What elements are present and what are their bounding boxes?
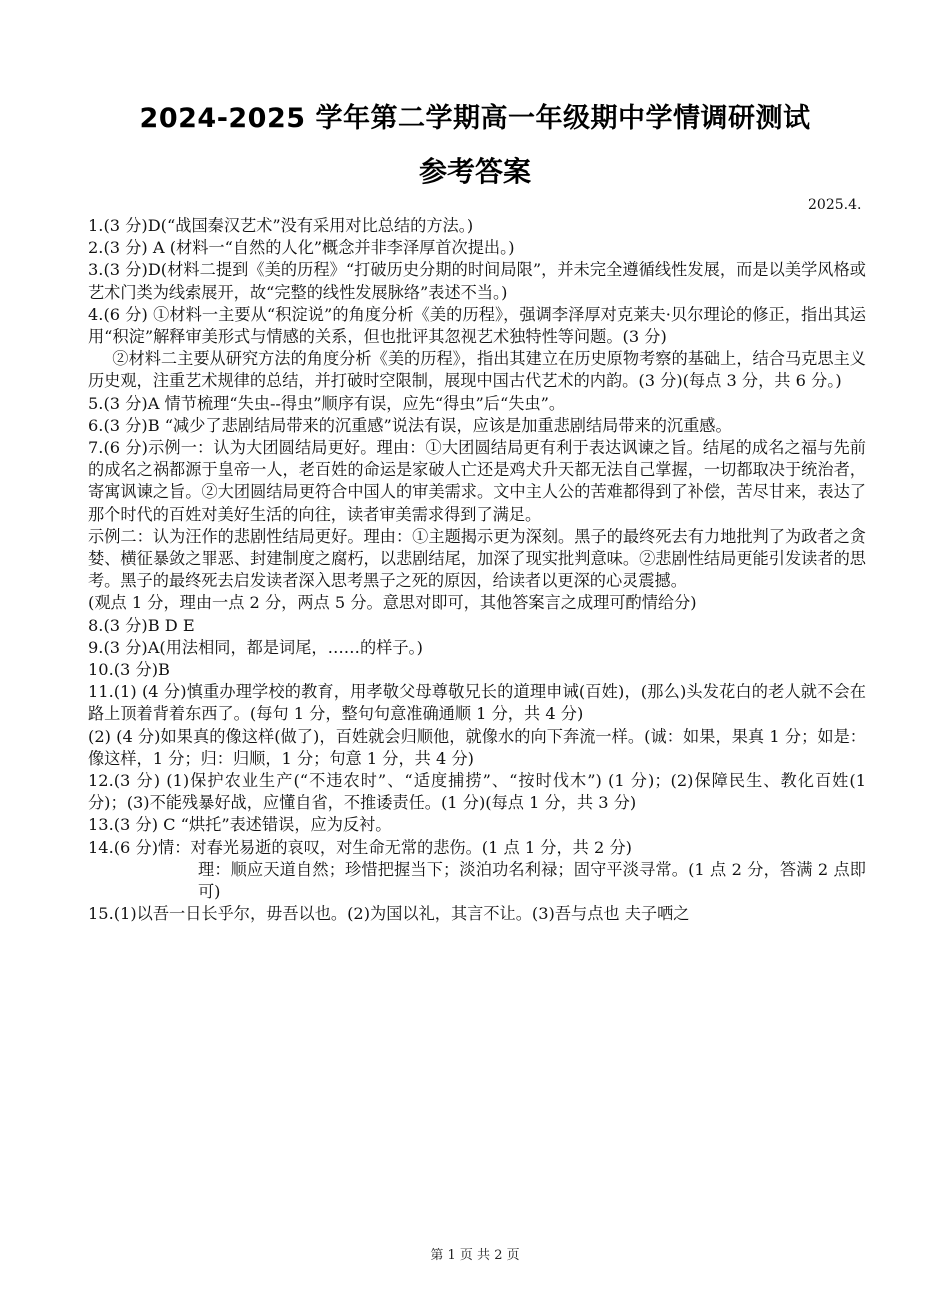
page-title: 2024-2025 学年第二学期高一年级期中学情调研测试 — [139, 103, 811, 134]
answer-14-part-2: 理：顺应天道自然；珍惜把握当下；淡泊功名利禄；固守平淡寻常。(1 点 2 分，答满 2 点即可) — [198, 859, 866, 902]
page-number: 第 1 页 共 2 页 — [430, 1248, 520, 1263]
answer-7-scoring: (观点 1 分，理由一点 2 分，两点 5 分。意思对即可，其他答案言之成理可酌情给分) — [88, 593, 697, 613]
answer-4-part-2: ②材料二主要从研究方法的角度分析《美的历程》，指出其建立在历史原物考察的基础上，结合马克思主义历史观，注重艺术规律的总结，并打破时空限制，展现中国古代艺术的内韵。(3 分)(每点 3 分，共 6 分。) — [88, 349, 866, 391]
answer-11-part-1: 11.(1) (4 分)慎重办理学校的教育，用孝敬父母尊敬兄长的道理申诫(百姓)，(那么)头发花白的老人就不会在路上顶着背着东西了。(每句 1 分，整句句意准确通顺 1 分，共 4 分) — [88, 682, 866, 724]
answer-9: 9.(3 分)A(用法相同，都是词尾，……的样子。) — [88, 637, 423, 657]
answer-1: 1.(3 分)D(“战国秦汉艺术”没有采用对比总结的方法。) — [88, 216, 474, 235]
answer-2: 2.(3 分) A (材料一“自然的人化”概念并非李泽厚首次提出。) — [88, 238, 515, 258]
answer-5: 5.(3 分)A 情节梳理“失虫--得虫”顺序有误，应先“得虫”后“失虫”。 — [88, 393, 566, 413]
answer-13: 13.(3 分) C “烘托”表述错误，应为反衬。 — [88, 815, 392, 835]
answer-10: 10.(3 分)B — [88, 660, 170, 680]
answer-15: 15.(1)以吾一日长乎尔，毋吾以也。(2)为国以礼，其言不让。(3)吾与点也 夫子哂之 — [88, 904, 690, 924]
answer-7-example-2: 示例二：认为汪作的悲剧性结局更好。理由：①主题揭示更为深刻。黑子的最终死去有力地批判了为政者之贪婪、横征暴敛之罪恶、封建制度之腐朽，以悲剧结尾，加深了现实批判意味。②悲剧性结局更能引发读者的思考。黑子的最终死去启发读者深入思考黑子之死的原因，给读者以更深的心灵震撼。 — [88, 526, 866, 591]
document-date: 2025.4. — [808, 197, 862, 213]
answer-7-example-1: 7.(6 分)示例一：认为大团圆结局更好。理由：①大团圆结局更有利于表达讽谏之旨。结尾的成名之福与先前的成名之祸都源于皇帝一人，老百姓的命运是家破人亡还是鸡犬升天都无法自己掌握，一切都取决于统治者，寄寓讽谏之旨。②大团圆结局更符合中国人的审美需求。文中主人公的苦难都得到了补偿，苦尽甘来，表达了那个时代的百姓对美好生活的向往，读者审美需求得到了满足。 — [88, 438, 866, 524]
answer-8: 8.(3 分)B D E — [88, 615, 195, 635]
answer-12: 12.(3 分) (1)保护农业生产(“不违农时”、“适度捕捞”、“按时伐木”) (1 分)；(2)保障民生、教化百姓(1 分)；(3)不能残暴好战，应懂自省，不推诿责任。(1 分)(每点 1 分，共 3 分) — [88, 771, 866, 813]
page-subtitle: 参考答案 — [418, 155, 531, 188]
answer-list — [88, 215, 866, 926]
answer-3: 3.(3 分)D(材料二提到《美的历程》“打破历史分期的时间局限”，并未完全遵循线性发展，而是以美学风格或艺术门类为线索展开，故“完整的线性发展脉络”表述不当。) — [88, 260, 866, 302]
answer-4-part-1: 4.(6 分) ①材料一主要从“积淀说”的角度分析《美的历程》，强调李泽厚对克莱夫·贝尔理论的修正，指出其运用“积淀”解释审美形式与情感的关系，但也批评其忽视艺术独特性等问题。(3 分) — [88, 304, 866, 347]
answer-6: 6.(3 分)B “减少了悲剧结局带来的沉重感”说法有误，应该是加重悲剧结局带来的沉重感。 — [88, 415, 732, 435]
answer-14-part-1: 14.(6 分)情：对春光易逝的哀叹，对生命无常的悲伤。(1 点 1 分，共 2 分) — [88, 837, 632, 857]
answer-11-part-2: (2) (4 分)如果真的像这样(做了)，百姓就会归顺他，就像水的向下奔流一样。(诚：如果，果真 1 分；如是：像这样，1 分；归：归顺，1 分；句意 1 分，共 4 分) — [88, 726, 866, 768]
